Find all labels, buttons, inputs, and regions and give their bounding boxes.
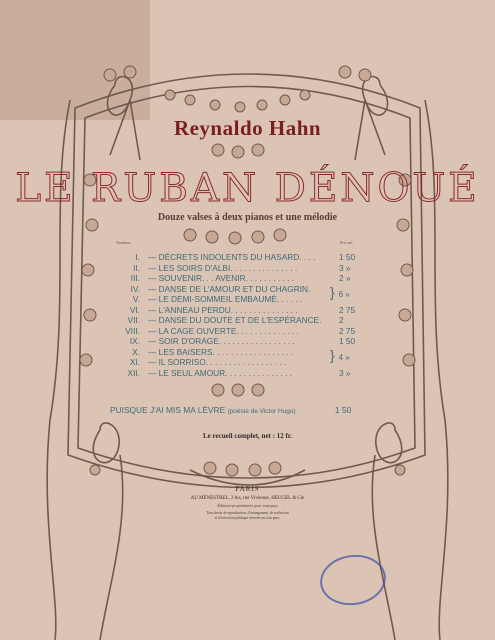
column-header-numbers: Nombres [116,240,131,245]
rights-notice: Tous droits de reproduction, d'arrangement, de traduction et d'exécution publique réservés en tous pays. [206,511,289,520]
song-note: (poésie de Victor Hugo) [227,408,296,415]
list-item: X. — LES BAISERS. . . . . . . . . . . . . . . . . . [132,346,294,357]
list-item: IX. — SOIR D'ORAGE. . . . . . . . . . . . . . . . . 1 50 [129,336,356,346]
list-item: IV. — DANSE DE L'AMOUR ET DU CHAGRIN. [130,283,311,294]
list-item: XII. — LE SEUL AMOUR. . . . . . . . . . . . . . . 3 » [127,367,351,378]
list-item: I. — DÉCRETS INDOLENTS DU HASARD. . . . 1 50 [135,252,356,262]
column-header-price: Prix net [340,240,353,245]
work-subtitle: Douze valses à deux pianos et une mélodie [157,212,338,223]
collection-price: Le recueil complet, net : 12 fr. [202,432,293,440]
song-title: PUISQUE J'AI MIS MA LÈVRE [110,405,226,415]
list-item: II. — LES SOIRS D'ALBI. . . . . . . . . . . . . . . 3 » [133,262,351,273]
brace-price-x-xi: } 4 » [330,347,350,363]
publisher: AU MÉNESTREL, 2 bis, rue Vivienne, HEUGEL & Cie [190,496,305,501]
song-price: 1 50 [335,405,352,415]
brace-price-iv-v: } 6 » [330,284,350,300]
list-item: VI. — L'ANNEAU PERDU. . . . . . . . . . . . . . . 2 75 [129,304,356,315]
song-entry [110,405,352,415]
list-item: XI. — IL SORRISO. . . . . . . . . . . . . . . . . . [129,357,287,367]
list-item: III. — SOUVENIR. . . AVENIR. . . . . . . . . . . 2 » [130,273,351,283]
work-title: LE RUBAN DÉNOUÉ [15,166,480,211]
city: PARIS [235,485,260,493]
list-item: VII. — DANSE DU DOUTE ET DE L'ESPÉRANCE. 2 [127,315,344,325]
composer-name: Reynaldo Hahn [173,116,322,140]
publisher-note: Éditeurs-propriétaires pour tous pays [217,503,278,508]
list-item: VIII. — LA CAGE OUVERTE. . . . . . . . . . . . . . 2 75 [125,325,356,336]
list-item: V. — LE DEMI-SOMMEIL EMBAUMÉ. . . . . . [132,294,303,304]
